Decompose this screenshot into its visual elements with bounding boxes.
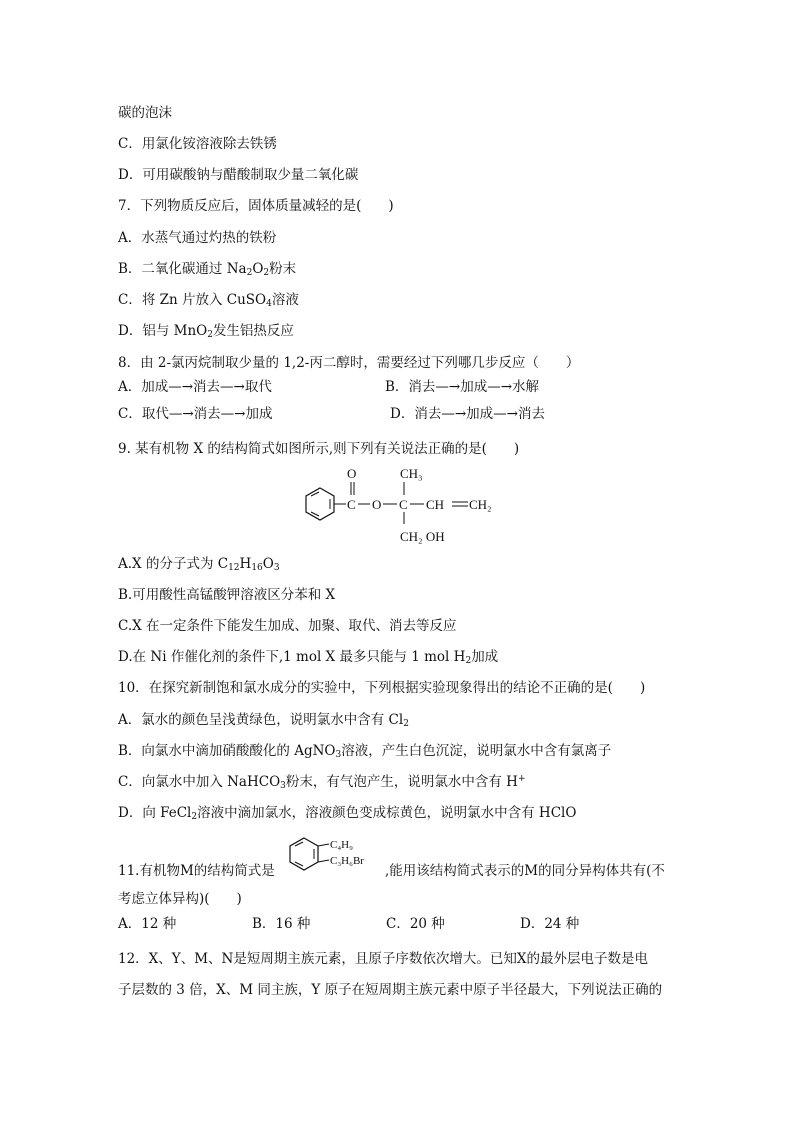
- butyl-substituent: C₄H₉: [330, 839, 353, 851]
- structure-x-diagram: [290, 462, 510, 548]
- q11-option-a: A．12 种: [118, 916, 177, 932]
- bond-to-bromopropyl: [318, 860, 329, 862]
- q11-option-d: D．24 种: [520, 916, 580, 932]
- q11-option-b: B．16 种: [252, 916, 311, 932]
- bond-to-butyl: [318, 844, 329, 846]
- q9-option-c: C.X 在一定条件下能发生加成、加聚、取代、消去等反应: [118, 618, 457, 634]
- question-10: 10．在探究新制饱和氯水成分的实验中，下列根据实验现象得出的结论不正确的是( ): [118, 680, 646, 696]
- quaternary-carbon: C: [399, 497, 408, 512]
- q10-option-a: A．氯水的颜色呈浅黄绿色，说明氯水中含有 $Cl_2$: [118, 712, 409, 729]
- q7-option-a: A．水蒸气通过灼热的铁粉: [118, 230, 277, 246]
- q9-option-b: B.可用酸性高锰酸钾溶液区分苯和 X: [118, 587, 336, 603]
- q10-option-c: C．向氯水中加入 NaHCO$_3$粉末，有气泡产生，说明氯水中含有 H+: [118, 774, 526, 791]
- q9-option-d: D.在 Ni 作催化剂的条件下,1 mol X 最多只能与 1 mol $H_2$加成: [118, 649, 499, 666]
- methyl-group: CH₃: [400, 466, 423, 481]
- terminal-ch2: CH₂: [469, 497, 492, 512]
- q10-option-b: B．向氯水中滴加硝酸酸化的 AgNO$_3$溶液，产生白色沉淀，说明氯水中含有氯离子: [118, 743, 612, 760]
- hydroxymethyl-group: CH₂ OH: [400, 529, 445, 544]
- q8-option-d: D．消去—→加成—→消去: [390, 406, 545, 422]
- ester-oxygen: O: [372, 497, 382, 512]
- option-d-sodium-carbonate: D．可用碳酸钠与醋酸制取少量二氧化碳: [118, 167, 359, 183]
- question-9: 9. 某有机物 X 的结构简式如图所示,则下列有关说法正确的是( ): [118, 441, 520, 457]
- q8-option-c: C．取代—→消去—→加成: [118, 406, 273, 422]
- q7-option-c: C．将 Zn 片放入 CuSO$_4$溶液: [118, 292, 299, 309]
- vinyl-ch: CH: [426, 497, 445, 512]
- question-12-line-2: 子层数的 3 倍，X、M 同主族，Y 原子在短周期主族元素中原子半径最大，下列说法正确的: [118, 982, 663, 998]
- question-11-start: 11.有机物M的结构简式是: [118, 863, 275, 879]
- q8-option-a: A．加成—→消去—→取代: [118, 379, 272, 395]
- option-c-ammonium-chloride: C．用氯化铵溶液除去铁锈: [118, 136, 277, 152]
- q11-option-c: C．20 种: [386, 916, 445, 932]
- carbonyl-carbon: C: [347, 497, 356, 512]
- question-11-end: ,能用该结构简式表示的M的同分异构体共有(不: [385, 863, 665, 879]
- question-7: 7．下列物质反应后，固体质量减轻的是( ): [118, 198, 394, 214]
- carbonyl-oxygen: O: [347, 466, 357, 481]
- line-carbon-foam: 碳的泡沫: [118, 105, 172, 121]
- q7-option-b: B．二氧化碳通过 $Na_2O_2$粉末: [118, 261, 297, 278]
- question-8: 8．由 2-氯丙烷制取少量的 1,2-丙二醇时，需要经过下列哪几步反应（ ）: [118, 355, 580, 371]
- q7-option-d: D．铝与 MnO$_2$发生铝热反应: [118, 323, 294, 340]
- q10-option-d: D．向 FeCl$_2$溶液中滴加氯水，溶液颜色变成棕黄色，说明氯水中含有 HClO: [118, 805, 577, 822]
- structure-m-diagram: [284, 832, 384, 880]
- q9-option-a: A.X 的分子式为 $C_{12}H_{16}O_3$: [118, 556, 280, 573]
- question-11-line-2: 考虑立体异构)( ): [118, 891, 242, 907]
- q8-option-b: B．消去—→加成—→水解: [385, 379, 540, 395]
- bromopropyl-substituent: C₃H₆Br: [330, 855, 364, 867]
- question-12-line-1: 12．X、Y、M、N是短周期主族元素，且原子序数依次增大。已知X的最外层电子数是电: [118, 951, 648, 967]
